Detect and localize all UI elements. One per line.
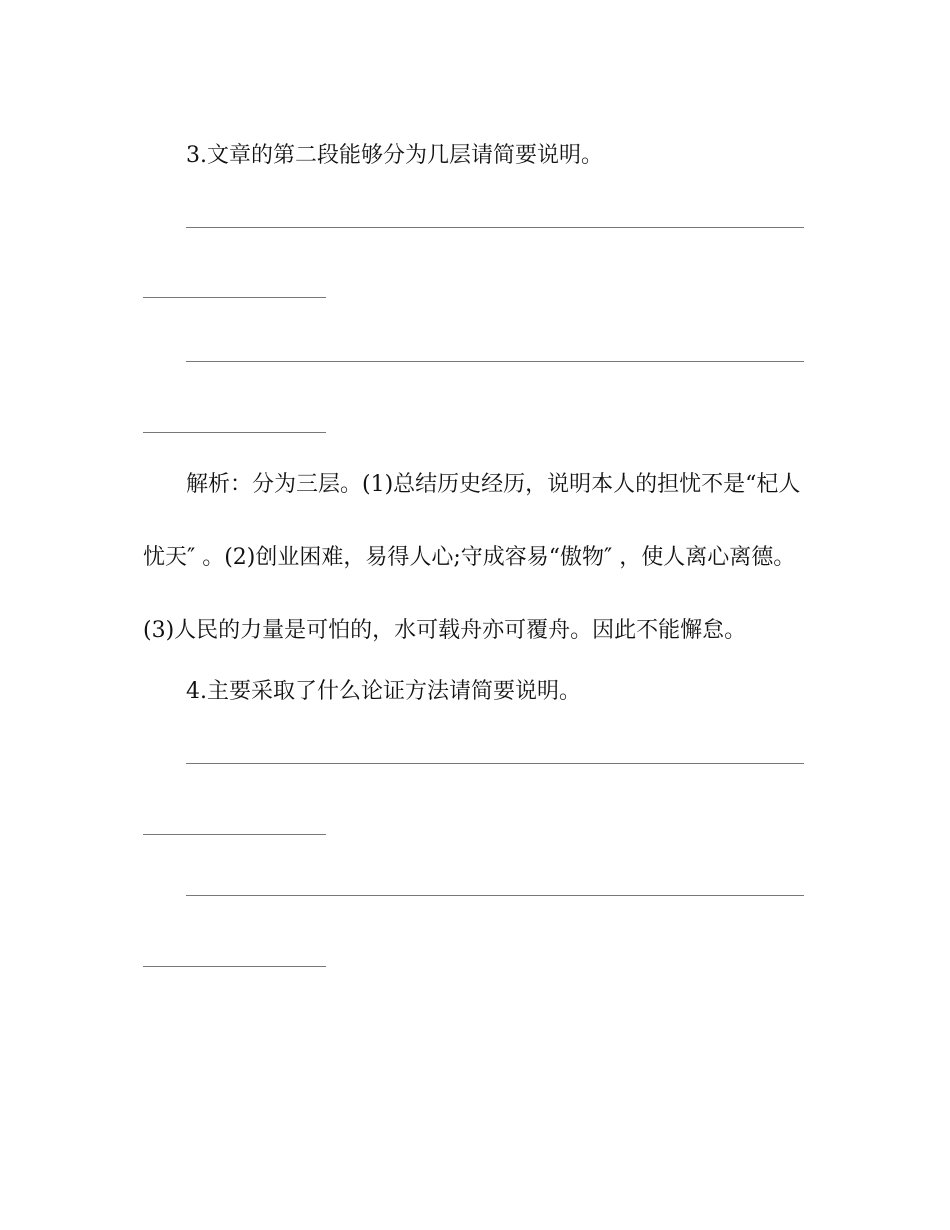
analysis-line-2: 忧天″ 。(2)创业困难，易得人心;守成容易“傲物″ ，使人离心离德。 xyxy=(143,545,796,570)
question-4-prompt: 4.主要采取了什么论证方法请简要说明。 xyxy=(186,679,581,704)
answer-blank-line-continuation xyxy=(143,297,326,298)
analysis-line-1: 解析：分为三层。(1)总结历史经历，说明本人的担忧不是“杞人 xyxy=(186,472,801,497)
answer-blank-line-continuation xyxy=(143,834,326,835)
answer-blank-line-continuation xyxy=(143,966,326,967)
analysis-line-3: (3)人民的力量是可怕的，水可载舟亦可覆舟。因此不能懈怠。 xyxy=(143,618,747,643)
answer-blank-line xyxy=(186,361,804,362)
question-3-prompt: 3.文章的第二段能够分为几层请简要说明。 xyxy=(186,143,603,168)
answer-blank-line xyxy=(186,763,804,764)
answer-blank-line-continuation xyxy=(143,432,326,433)
answer-blank-line xyxy=(186,895,804,896)
answer-blank-line xyxy=(186,227,804,228)
